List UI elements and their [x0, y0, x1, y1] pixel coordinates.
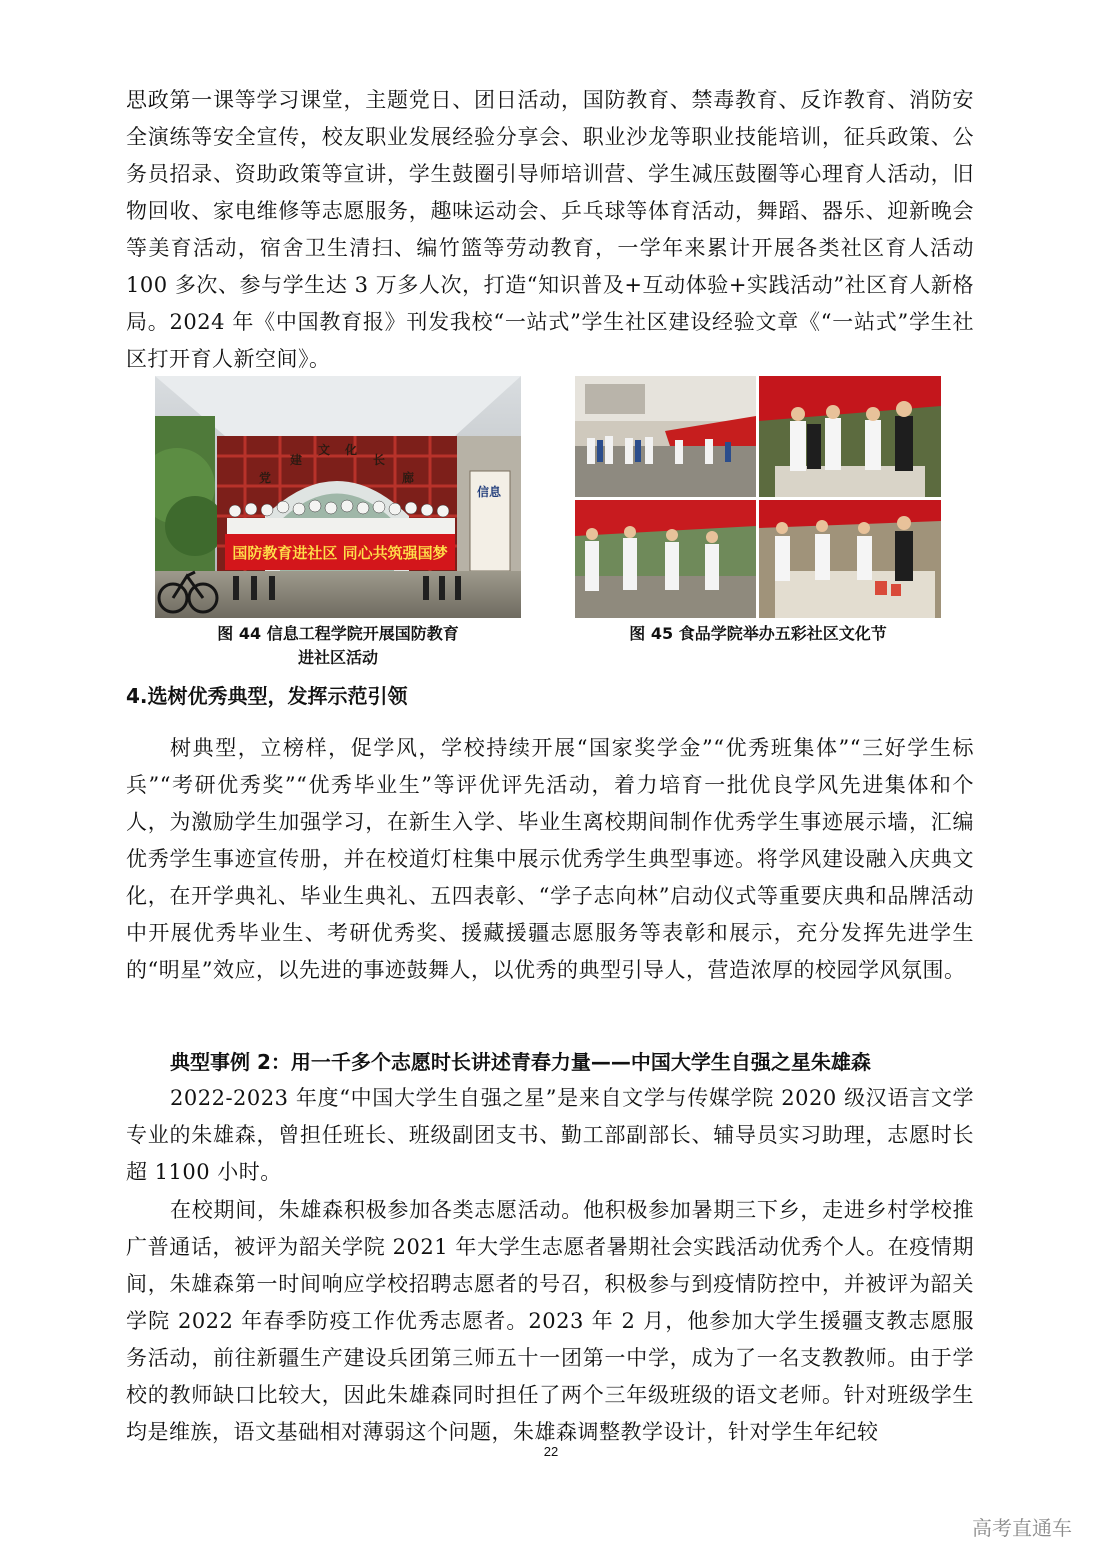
- intro-paragraph: 思政第一课等学习课堂，主题党日、团日活动，国防教育、禁毒教育、反诈教育、消防安全演练等安全宣传，校友职业发展经验分享会、职业沙龙等职业技能培训，征兵政策、公务员招录、资助政策等宣讲，学生鼓圈引导师培训营、学生减压鼓圈等心理育人活动，旧物回收、家电维修等志愿服务，趣味运动会、乒乓球等体育活动，舞蹈、器乐、迎新晚会等美育活动，宿舍卫生清扫、编竹篮等劳动教育，一学年来累计开展各类社区育人活动 100 多次、参与学生达 3 万多人次，打造“知识普及+互动体验+实践活动”社区育人新格局。2024 年《中国教育报》刊发我校“一站式”学生社区建设经验文章《“一站式”学生社区打开育人新空间》。: [126, 88, 974, 371]
- section-heading: 4.选树优秀典型，发挥示范引领: [126, 684, 408, 708]
- figure-44-caption-line-1: 图 44 信息工程学院开展国防教育: [217, 624, 459, 643]
- figure-44-caption-line-2: 进社区活动: [297, 648, 378, 667]
- section-paragraph: 树典型，立榜样，促学风，学校持续开展“国家奖学金”“优秀班集体”“三好学生标兵”“考研优秀奖”“优秀毕业生”等评优评先活动，着力培育一批优良学风先进集体和个人，为激励学生加强学习，在新生入学、毕业生离校期间制作优秀学生事迹展示墙，汇编优秀学生事迹宣传册，并在校道灯柱集中展示优秀学生典型事迹。将学风建设融入庆典文化，在开学典礼、毕业生典礼、五四表彰、“学子志向林”启动仪式等重要庆典和品牌活动中开展优秀毕业生、考研优秀奖、援藏援疆志愿服务等表彰和展示，充分发挥先进学生的“明星”效应，以先进的事迹鼓舞人，以优秀的典型引导人，营造浓厚的校园学风氛围。: [126, 736, 974, 982]
- watermark: 高考直通车: [972, 1516, 1072, 1540]
- case-title: 典型事例 2：用一千多个志愿时长讲述青春力量——中国大学生自强之星朱雄森: [170, 1050, 871, 1074]
- arch-char-5: 长: [373, 453, 386, 467]
- case-paragraph-1: 2022-2023 年度“中国大学生自强之星”是来自文学与传媒学院 2020 级汉语言文学专业的朱雄森，曾担任班长、班级副团支书、勤工部副部长、辅导员实习助理，志愿时长超 1100 小时。: [126, 1086, 974, 1184]
- arch-char-4: 化: [345, 443, 358, 457]
- page-number: 22: [543, 1444, 559, 1459]
- figure-44-photo: [155, 376, 521, 618]
- arch-char-1: 党: [259, 471, 272, 485]
- side-sign-text: 信息: [477, 485, 502, 499]
- case-paragraph-2: 在校期间，朱雄森积极参加各类志愿活动。他积极参加暑期三下乡，走进乡村学校推广普通话，被评为韶关学院 2021 年大学生志愿者暑期社会实践活动优秀个人。在疫情期间，朱雄森第一时间响应学校招聘志愿者的号召，积极参与到疫情防控中，并被评为韶关学院 2022 年春季防疫工作优秀志愿者。2023 年 2 月，他参加大学生援疆支教志愿服务活动，前往新疆生产建设兵团第三师五十一团第一中学，成为了一名支教教师。由于学校的教师缺口比较大，因此朱雄森同时担任了两个三年级班级的语文老师。针对班级学生均是维族，语文基础相对薄弱这个问题，朱雄森调整教学设计，针对学生年纪较: [126, 1198, 974, 1444]
- figure-45-photo: [575, 376, 941, 618]
- banner-text: 国防教育进社区 同心共筑强国梦: [232, 544, 448, 562]
- arch-char-6: 廊: [402, 471, 415, 485]
- arch-char-2: 建: [290, 453, 303, 467]
- arch-char-3: 文: [318, 443, 331, 457]
- figure-45-caption: 图 45 食品学院举办五彩社区文化节: [629, 624, 887, 643]
